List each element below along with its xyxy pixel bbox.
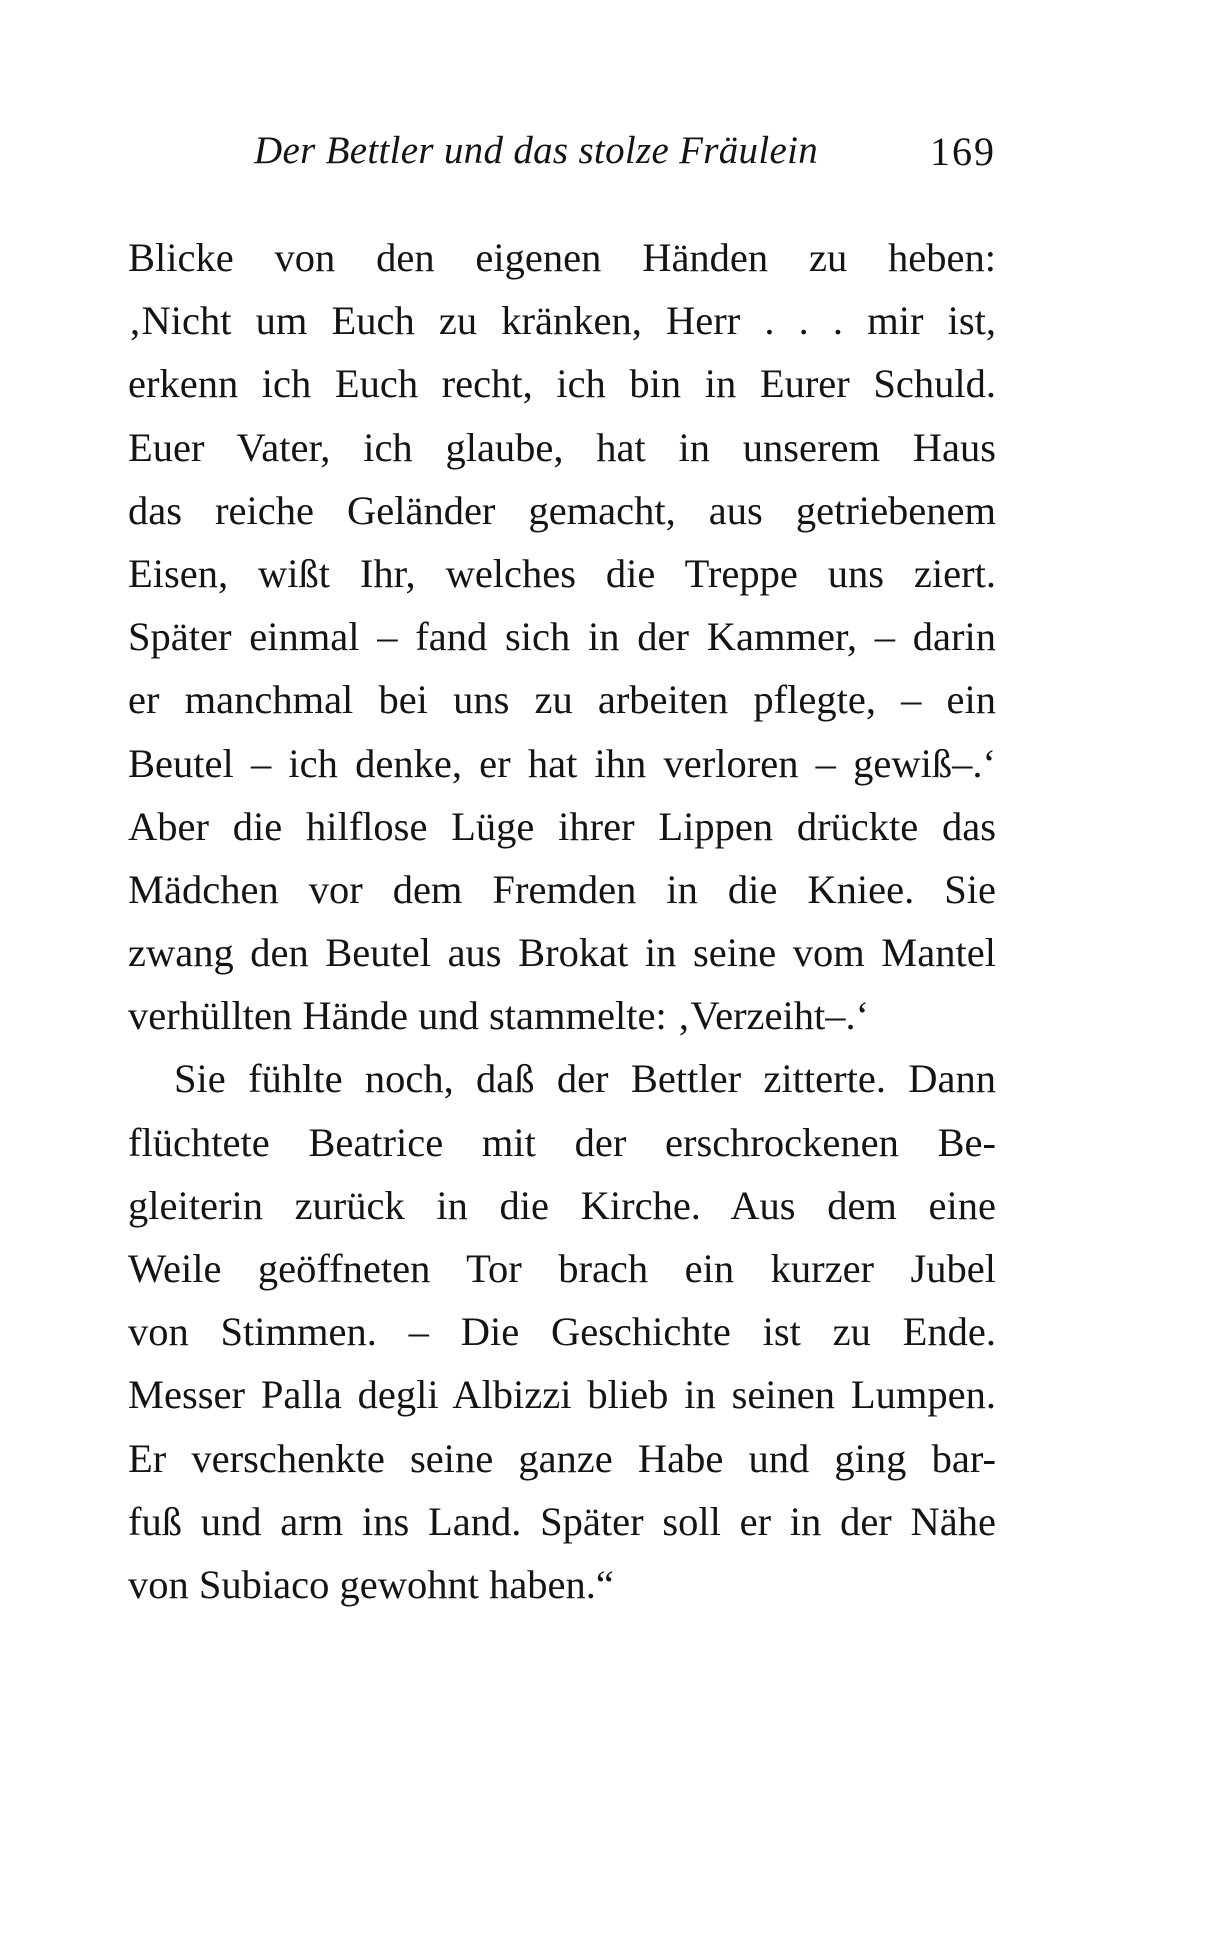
text-line: er manchmal bei uns zu arbeiten pflegte, – ein [128, 677, 996, 723]
text-line: Sie fühlte noch, daß der Bettler zitterte. Dann [174, 1056, 996, 1102]
text-line: verhüllten Hände und stammelte: ‚Verzeiht–.‘ [128, 993, 870, 1039]
text-line: flüchtete Beatrice mit der erschrockenen Be- [128, 1119, 996, 1165]
text-line: von Stimmen. – Die Geschichte ist zu Ende. [128, 1309, 996, 1355]
text-line: Beutel – ich denke, er hat ihn verloren – gewiß–.‘ [128, 740, 996, 786]
text-line: Er verschenkte seine ganze Habe und ging bar- [128, 1435, 996, 1481]
text-line: Später einmal – fand sich in der Kammer, – darin [128, 614, 996, 660]
text-line: das reiche Geländer gemacht, aus getriebenem [128, 487, 996, 533]
running-title: Der Bettler und das stolze Fräulein [254, 129, 819, 172]
text-line: ‚Nicht um Euch zu kränken, Herr . . . mir ist, [128, 298, 996, 344]
text-line: zwang den Beutel aus Brokat in seine vom Mantel [128, 930, 996, 976]
text-line: gleiterin zurück in die Kirche. Aus dem eine [128, 1182, 996, 1228]
text-line: Messer Palla degli Albizzi blieb in seinen Lumpen. [128, 1372, 996, 1418]
text-line: Aber die hilflose Lüge ihrer Lippen drückte das [128, 803, 996, 849]
text-line: Mädchen vor dem Fremden in die Kniee. Sie [128, 866, 996, 912]
text-line: fuß und arm ins Land. Später soll er in der Nähe [128, 1498, 996, 1544]
text-line: Weile geöffneten Tor brach ein kurzer Jubel [128, 1246, 996, 1291]
page-number: 169 [930, 129, 996, 174]
text-line: Eisen, wißt Ihr, welches die Treppe uns ziert. [128, 550, 996, 596]
body-text [128, 226, 996, 1616]
text-line: von Subiaco gewohnt haben.“ [128, 1561, 614, 1607]
text-line: Blicke von den eigenen Händen zu heben: [128, 235, 996, 280]
page-header [128, 128, 996, 188]
text-line: erkenn ich Euch recht, ich bin in Eurer Schuld. [128, 361, 996, 407]
text-line: Euer Vater, ich glaube, hat in unserem Haus [128, 424, 996, 470]
